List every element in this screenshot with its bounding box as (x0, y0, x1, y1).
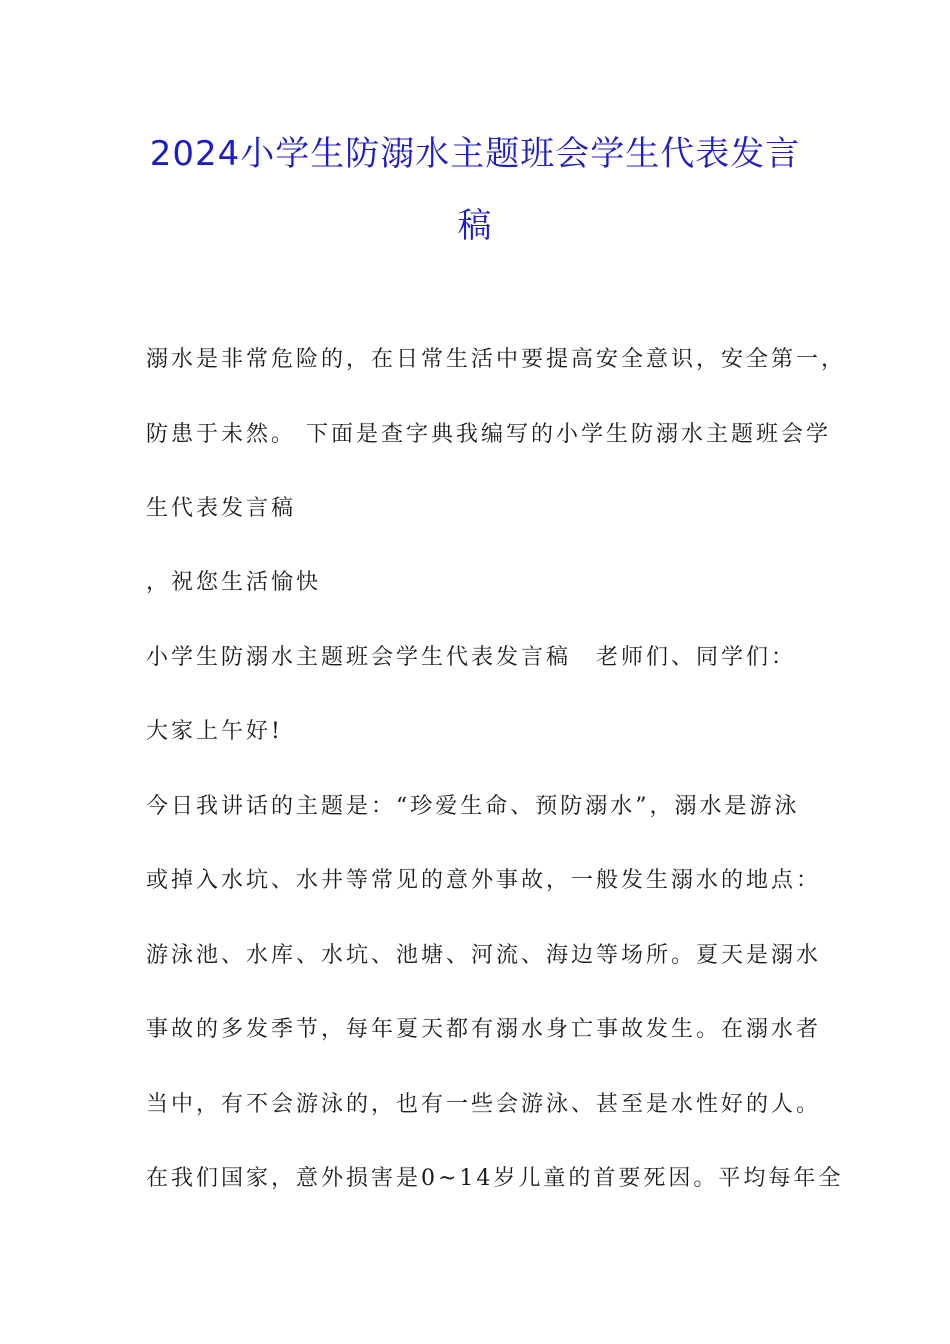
body-text-line: 当中，有不会游泳的，也有一些会游泳、甚至是水性好的人。 (146, 1092, 822, 1117)
body-text-line: 防患于未然。 下面是查字典我编写的小学生防溺水主题班会学 (146, 422, 831, 447)
document-title-line-1: 2024小学生防溺水主题班会学生代表发言 (149, 134, 801, 174)
body-text-line: 事故的多发季节，每年夏天都有溺水身亡事故发生。在溺水者 (146, 1017, 822, 1042)
body-text-line: 今日我讲话的主题是：“珍爱生命、预防溺水”，溺水是游泳 (146, 794, 800, 819)
body-text-line: 在我们国家，意外损害是0~14岁儿童的首要死因。平均每年全 (146, 1166, 844, 1191)
body-text-line: 溺水是非常危险的，在日常生活中要提高安全意识，安全第一， (146, 347, 847, 372)
body-text-line: 大家上午好! (146, 719, 283, 744)
body-text-line: ，祝您生活愉快 (146, 570, 322, 595)
body-text-line: 生代表发言稿 (146, 496, 297, 521)
document-title-line-2: 稿 (457, 206, 493, 246)
body-text-line: 或掉入水坑、水井等常见的意外事故，一般发生溺水的地点： (146, 868, 822, 893)
body-text-line: 小学生防溺水主题班会学生代表发言稿 老师们、同学们： (146, 645, 797, 670)
body-text-line: 游泳池、水库、水坑、池塘、河流、海边等场所。夏天是溺水 (146, 943, 822, 968)
